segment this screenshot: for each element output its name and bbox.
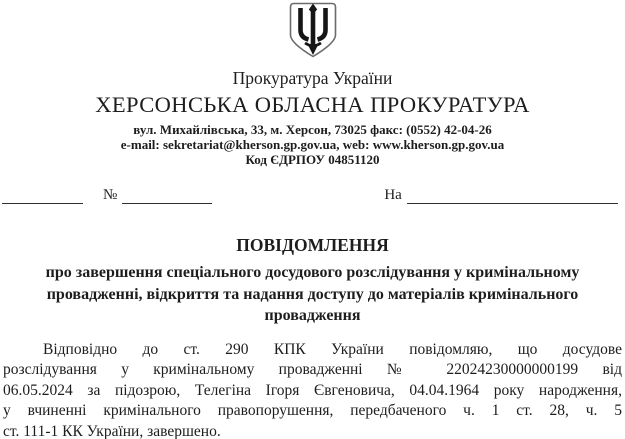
- number-label: №: [103, 187, 118, 203]
- notice-subtitle-line: провадженні, відкриття та надання доступу до матеріалів кримінального: [46, 285, 579, 303]
- notice-title: ПОВІДОМЛЕННЯ: [236, 235, 389, 255]
- notice-paragraph: [0, 340, 625, 439]
- paragraph-line: 06.05.2024 за підозрою, Телегіна Ігоря Євгеновича, 04.04.1964 року народження,: [3, 381, 622, 399]
- notice-body: [0, 236, 625, 439]
- agency-contact: e-mail: sekretariat@kherson.gp.gov.ua, web: www.kherson.gp.gov.ua: [120, 137, 505, 152]
- notice-subtitle-line: про завершення спеціального досудового розслідування у кримінальному: [45, 264, 580, 281]
- paragraph-line: у вчиненні кримінального правопорушення, передбаченого ч. 1 ст. 28, ч. 5: [3, 402, 622, 419]
- agency-edrpou-code: Код ЄДРПОУ 04851120: [245, 152, 380, 167]
- ukraine-trident-emblem-icon: [289, 2, 337, 58]
- agency-address: вул. Михайлівська, 33, м. Херсон, 73025 факс: (0552) 42-04-26: [133, 122, 492, 137]
- reply-to-blank-line: [407, 187, 618, 204]
- notice-subtitle-line: провадження: [264, 307, 361, 324]
- paragraph-line: Відповідно до ст. 290 КПК України повідомляю, що досудове: [43, 340, 622, 358]
- paragraph-line: розслідування у кримінальному провадженні № 22024230000000199 від: [3, 361, 622, 378]
- number-blank-line: [122, 187, 212, 204]
- paragraph-line: ст. 111-1 КК України, завершено.: [3, 422, 221, 439]
- agency-name: ХЕРСОНСЬКА ОБЛАСНА ПРОКУРАТУРА: [95, 92, 530, 117]
- date-blank-line: [2, 187, 83, 204]
- notice-subtitle: [0, 262, 625, 327]
- reply-to-label: На: [384, 187, 402, 203]
- letterhead: [0, 0, 625, 167]
- agency-parent-name: Прокуратура України: [232, 68, 393, 88]
- reference-number-row: [2, 184, 618, 204]
